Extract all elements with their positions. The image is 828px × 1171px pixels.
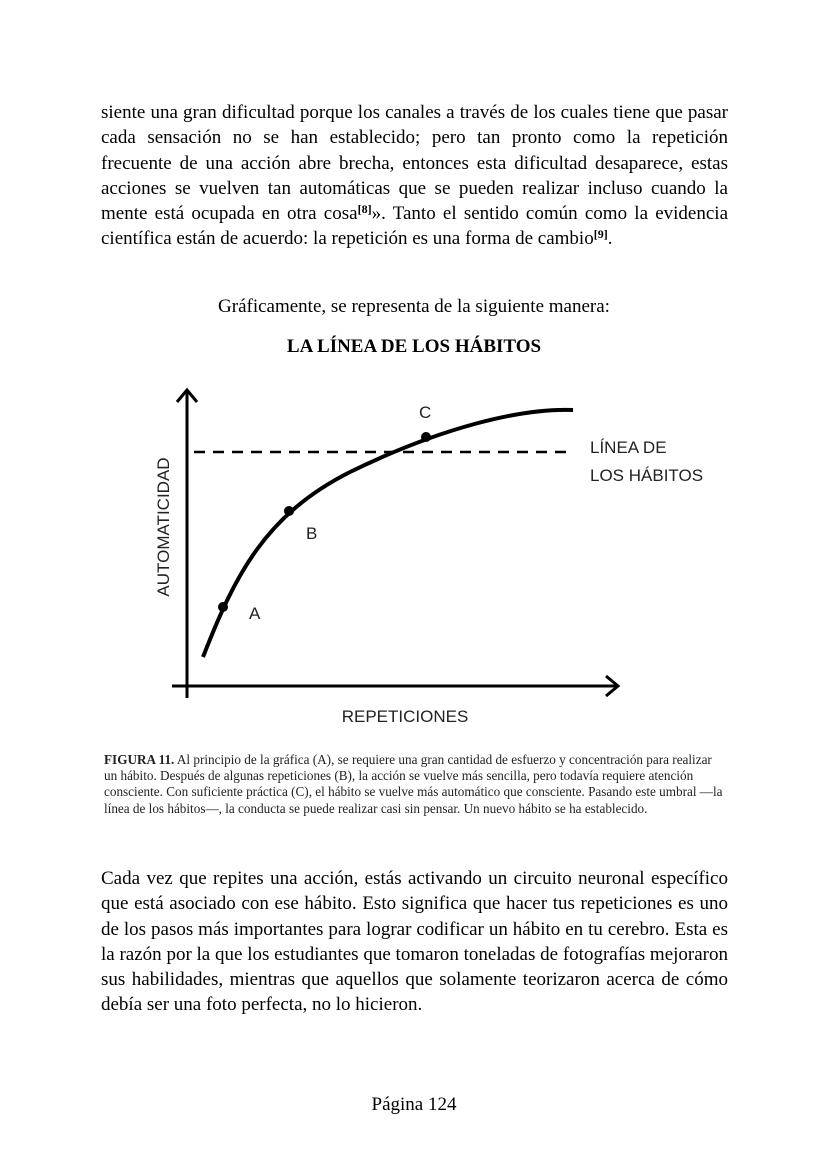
figure-caption	[104, 752, 724, 817]
caption-label: FIGURA 11.	[104, 752, 175, 767]
point-a-marker	[218, 602, 228, 612]
footnote-ref-9[interactable]: [9]	[593, 227, 608, 242]
threshold-label-line1: LÍNEA DE	[590, 438, 667, 457]
point-a-label: A	[249, 604, 261, 623]
point-c-marker	[421, 432, 431, 442]
paragraph-top-end-text: .	[607, 228, 613, 250]
paragraph-top-text: siente una gran dificultad porque los canales a través de los cuales tiene que pasar cada sensación no se han establecido; pero tan pronto como la repetición frecuente de una acción abre brecha, entonces esta dificultad desaparece, estas acciones se vuelven tan automáticas que se pueden realizar incluso cuando la mente está ocupada en otra cosa	[101, 102, 728, 225]
habit-line-figure	[0, 370, 828, 740]
paragraph-top-mid-text: ». Tanto el sentido común como la evidencia científica están de acuerdo: la repetición es una forma de cambio	[101, 203, 729, 250]
figure-title: LA LÍNEA DE LOS HÁBITOS	[286, 336, 542, 357]
x-axis-label: REPETICIONES	[341, 707, 469, 726]
y-axis-label: AUTOMATICIDAD	[154, 457, 173, 597]
figure-intro-text: Gráficamente, se representa de la siguiente manera:	[218, 296, 610, 317]
page-number: Página 124	[371, 1094, 457, 1115]
point-b-marker	[284, 506, 294, 516]
point-c-label: C	[419, 403, 432, 422]
footnote-ref-8[interactable]: [8]	[357, 202, 372, 217]
caption-text: Al principio de la gráfica (A), se requiere una gran cantidad de esfuerzo y concentración para realizar un hábito. Después de algunas repeticiones (B), la acción se vuelve más sencilla, pero todavía requiere atención consciente. Con suficiente práctica (C), el hábito se vuelve más automático que consciente. Pasando este umbral —la línea de los hábitos—, la conducta se puede realizar casi sin pensar. Un nuevo hábito se ha establecido.	[104, 752, 723, 816]
body-paragraph-bottom: Cada vez que repites una acción, estás activando un circuito neuronal específico que está asociado con ese hábito. Esto significa que hacer tus repeticiones es uno de los pasos más importantes para lograr codificar un hábito en tu cerebro. Esta es la razón por la que los estudiantes que tomaron toneladas de fotografías mejoraron sus habilidades, mientras que aquellos que solamente teorizaron acerca de cómo debía ser una foto perfecta, no lo hicieron.	[101, 868, 728, 1016]
threshold-label-line2: LOS HÁBITOS	[590, 466, 704, 485]
body-paragraph-top	[101, 100, 728, 252]
point-b-label: B	[306, 524, 318, 543]
